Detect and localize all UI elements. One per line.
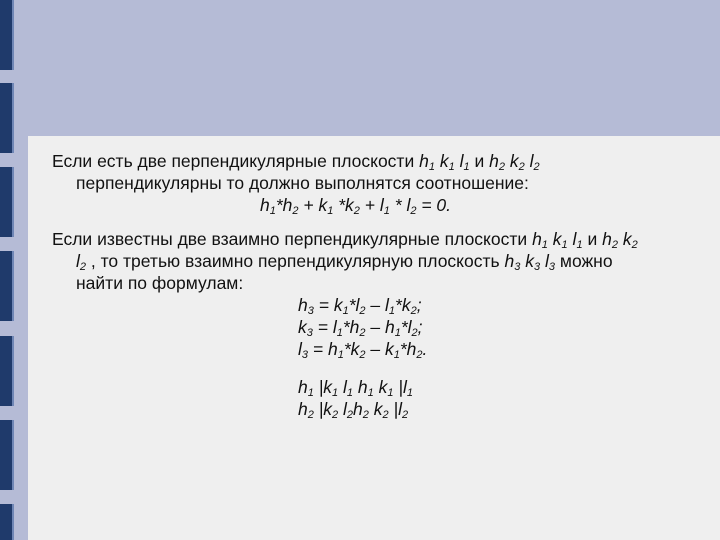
bar-segment [0, 420, 14, 490]
bar-segment [0, 251, 14, 321]
bar-segment [0, 336, 14, 406]
matrix-row-2: $h_2$ $|k_2$ $l_2h_2$ $k_2$ $|l_2$ [298, 399, 409, 421]
formula-l3: $l_3 = h_1*k_2 - k_1*h_2$. [298, 339, 428, 361]
matrix-row-1: $h_1$ $|k_1$ $l_1$ $h_1$ $k_1$ $|l_1$ [298, 377, 413, 399]
p2-line-2: $l_2$ , то третью взаимно перпендикулярную плоскость $h_3$ $k_3$ $l_3$ можно [76, 251, 613, 273]
slide-text [52, 150, 692, 420]
paragraph-1 [52, 150, 692, 216]
paragraph-2 [52, 228, 692, 420]
left-decorative-bar [0, 0, 14, 540]
bar-segment [0, 167, 14, 237]
p1-line-2: перпендикулярны то должно выполнятся соотношение: [76, 173, 529, 193]
formula-k3: $k_3 = l_1*h_2 - h_1*l_2$; [298, 317, 423, 339]
p1-line-1: Если есть две перпендикулярные плоскости $h_1$ $k_1$ $l_1$ и $h_2$ $k_2$ $l_2$ [52, 151, 540, 173]
p2-line-1: Если известны две взаимно перпендикулярные плоскости $h_1$ $k_1$ $l_1$ и $h_2$ $k_2$ [52, 229, 638, 251]
bar-segment [0, 83, 14, 153]
p2-line-3: найти по формулам: [76, 273, 244, 293]
p1-intro: Если есть две перпендикулярные плоскости [52, 151, 415, 171]
formula-h3: $h_3 = k_1*l_2 - l_1*k_2$; [298, 295, 422, 317]
p1-formula: $h_1*h_2 + k_1$ $*k_2 + l_1 * l_2 = 0$. [260, 195, 452, 217]
bar-segment [0, 504, 14, 540]
bar-segment [0, 0, 14, 70]
